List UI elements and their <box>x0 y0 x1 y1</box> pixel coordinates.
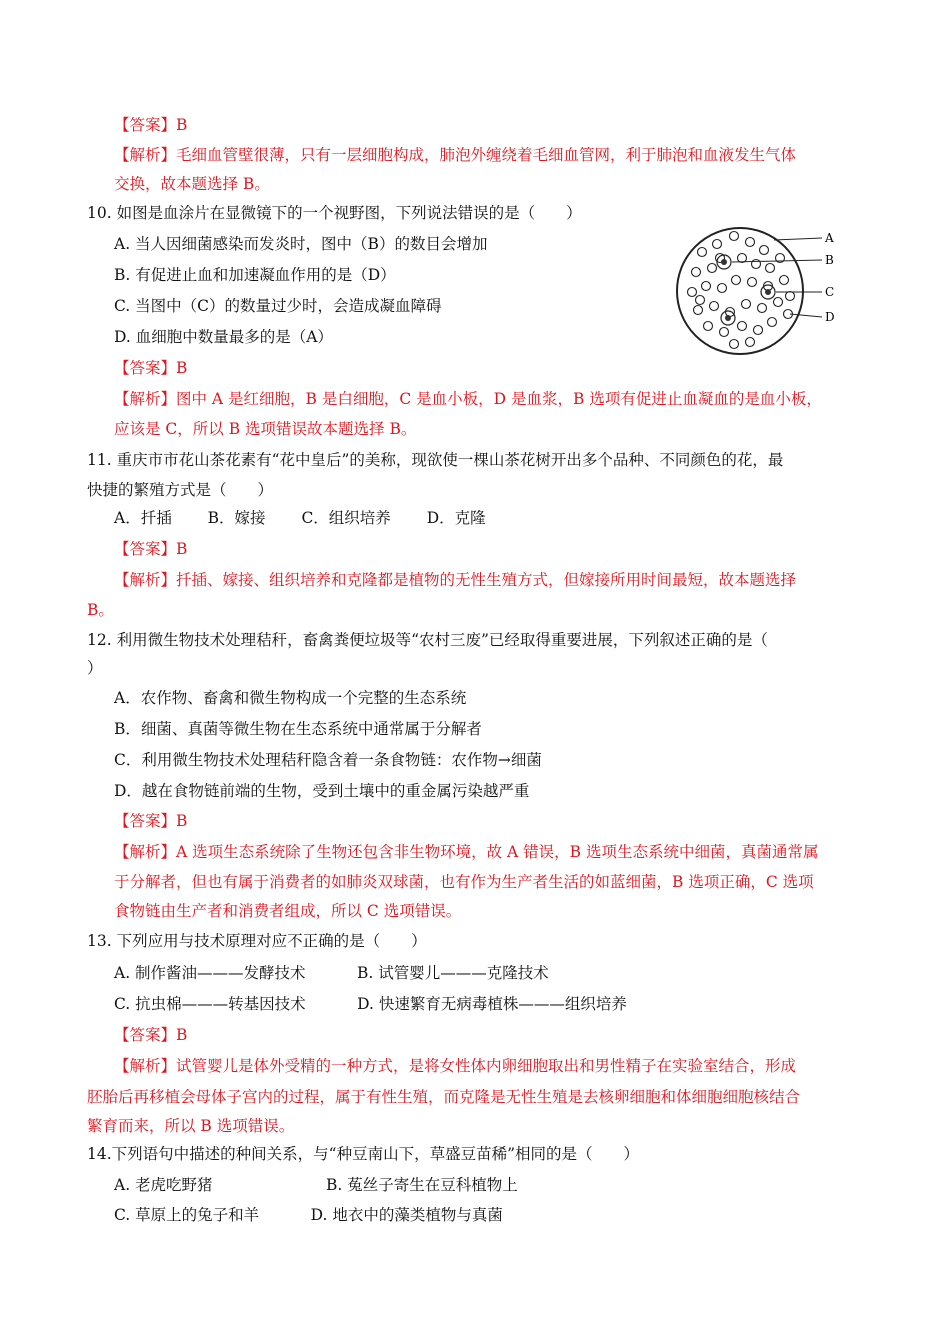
label-a: A <box>825 231 834 245</box>
text-line: 应该是 C，所以 B 选项错误故本题选择 B。 <box>114 420 417 438</box>
red-blood-cell-icon <box>758 304 767 313</box>
text-line: C．利用微生物技术处理秸秆隐含着一条食物链：农作物→细菌 <box>114 751 542 769</box>
text-line: 胚胎后再移植会母体子宫内的过程，属于有性生殖，而克隆是无性生殖是去核卵细胞和体细胞细胞核结合 <box>87 1088 801 1106</box>
text-line: 【解析】A 选项生态系统除了生物还包含非生物环境，故 A 错误，B 选项生态系统中细菌，真菌通常属 <box>114 843 819 861</box>
red-blood-cell-icon <box>694 306 703 315</box>
red-blood-cell-icon <box>692 268 701 277</box>
cell-nucleus-icon <box>721 259 727 265</box>
text-line: 【答案】B <box>114 116 188 134</box>
text-line: 【解析】毛细血管壁很薄，只有一层细胞构成，肺泡外缠绕着毛细血管网，利于肺泡和血液发生气体 <box>114 146 797 164</box>
text-line: C. 当图中（C）的数量过少时，会造成凝血障碍 <box>114 297 442 315</box>
red-blood-cell-icon <box>713 240 722 249</box>
red-blood-cell-icon <box>766 264 775 273</box>
red-blood-cell-icon <box>730 232 739 241</box>
red-blood-cell-icon <box>708 264 717 273</box>
text-line: 【答案】B <box>114 812 188 830</box>
text-line: 食物链由生产者和消费者组成，所以 C 选项错误。 <box>114 902 462 920</box>
blood-smear-diagram <box>672 222 872 360</box>
text-line: 13. 下列应用与技术原理对应不正确的是（ ） <box>87 932 427 950</box>
text-line: B。 <box>87 601 114 619</box>
red-blood-cell-icon <box>732 276 741 285</box>
text-line: ） <box>87 659 103 677</box>
red-blood-cell-icon <box>754 326 763 335</box>
red-blood-cell-icon <box>718 284 727 293</box>
red-blood-cell-icon <box>774 298 783 307</box>
red-blood-cell-icon <box>746 338 755 347</box>
text-line: 于分解者，但也有属于消费者的如肺炎双球菌，也有作为生产者生活的如蓝细菌，B 选项正确，C 选项 <box>114 873 814 891</box>
text-line: B. 有促进止血和加速凝血作用的是（D） <box>114 266 396 284</box>
red-blood-cell-icon <box>720 328 729 337</box>
text-line: 10. 如图是血涂片在显微镜下的一个视野图，下列说法错误的是（ ） <box>87 204 582 222</box>
cell-nucleus-icon <box>725 315 731 321</box>
text-line: 【解析】试管婴儿是体外受精的一种方式，是将女性体内卵细胞取出和男性精子在实验室结合，形成 <box>114 1057 797 1075</box>
text-line: C. 抗虫棉———转基因技术 D. 快速繁育无病毒植株———组织培养 <box>114 995 627 1013</box>
red-blood-cell-icon <box>780 276 789 285</box>
red-blood-cell-icon <box>696 296 705 305</box>
text-line: 【答案】B <box>114 1026 188 1044</box>
text-line: B．细菌、真菌等微生物在生态系统中通常属于分解者 <box>114 720 482 738</box>
red-blood-cell-icon <box>738 254 747 263</box>
text-line: D．越在食物链前端的生物，受到土壤中的重金属污染越严重 <box>114 782 530 800</box>
red-blood-cell-icon <box>752 260 761 269</box>
red-blood-cell-icon <box>702 282 711 291</box>
red-blood-cell-icon <box>760 246 769 255</box>
text-line: D. 血细胞中数量最多的是（A） <box>114 328 333 346</box>
text-line: 【解析】图中 A 是红细胞，B 是白细胞，C 是血小板，D 是血浆，B 选项有促进止血凝血的是血小板， <box>114 390 822 408</box>
pointer-line-d <box>790 314 822 317</box>
text-line: C. 草原上的兔子和羊 D. 地衣中的藻类植物与真菌 <box>114 1206 503 1224</box>
blood-cells <box>688 232 795 349</box>
red-blood-cell-icon <box>726 308 735 317</box>
text-line: 11. 重庆市市花山茶花素有“花中皇后”的美称，现欲使一棵山茶花树开出多个品种、不同颜色的花，最 <box>87 451 784 469</box>
red-blood-cell-icon <box>748 278 757 287</box>
red-blood-cell-icon <box>698 248 707 257</box>
label-b: B <box>825 253 834 267</box>
red-blood-cell-icon <box>768 318 777 327</box>
red-blood-cell-icon <box>704 322 713 331</box>
text-line: A. 制作酱油———发酵技术 B. 试管婴儿———克隆技术 <box>114 964 549 982</box>
text-line: A. 老虎吃野猪 B. 菟丝子寄生在豆科植物上 <box>114 1176 518 1194</box>
text-line: A．农作物、畜禽和微生物构成一个完整的生态系统 <box>114 689 467 707</box>
text-line: A．扦插 B．嫁接 C．组织培养 D．克隆 <box>114 509 486 527</box>
text-line: 快捷的繁殖方式是（ ） <box>87 481 274 499</box>
text-line: 繁育而来，所以 B 选项错误。 <box>87 1117 295 1135</box>
label-c: C <box>825 285 835 299</box>
pointer-line-a <box>774 238 822 240</box>
red-blood-cell-icon <box>746 238 755 247</box>
text-line: 【答案】B <box>114 359 188 377</box>
label-d: D <box>825 310 835 324</box>
text-line: 【解析】扦插、嫁接、组织培养和克隆都是植物的无性生殖方式，但嫁接所用时间最短，故本题选择 <box>114 571 797 589</box>
text-line: 12. 利用微生物技术处理秸秆，畜禽粪便垃圾等“农村三废”已经取得重要进展，下列叙述正确的是（ <box>87 631 768 649</box>
red-blood-cell-icon <box>738 322 747 331</box>
red-blood-cell-icon <box>710 302 719 311</box>
red-blood-cell-icon <box>786 292 795 301</box>
red-blood-cell-icon <box>742 300 751 309</box>
red-blood-cell-icon <box>730 340 739 349</box>
text-line: A. 当人因细菌感染而发炎时，图中（B）的数目会增加 <box>114 235 488 253</box>
text-line: 14.下列语句中描述的种间关系，与“种豆南山下，草盛豆苗稀”相同的是（ ） <box>87 1145 640 1163</box>
cell-nucleus-icon <box>765 289 771 295</box>
text-line: 交换，故本题选择 B。 <box>114 175 270 193</box>
red-blood-cell-icon <box>688 288 697 297</box>
text-line: 【答案】B <box>114 540 188 558</box>
